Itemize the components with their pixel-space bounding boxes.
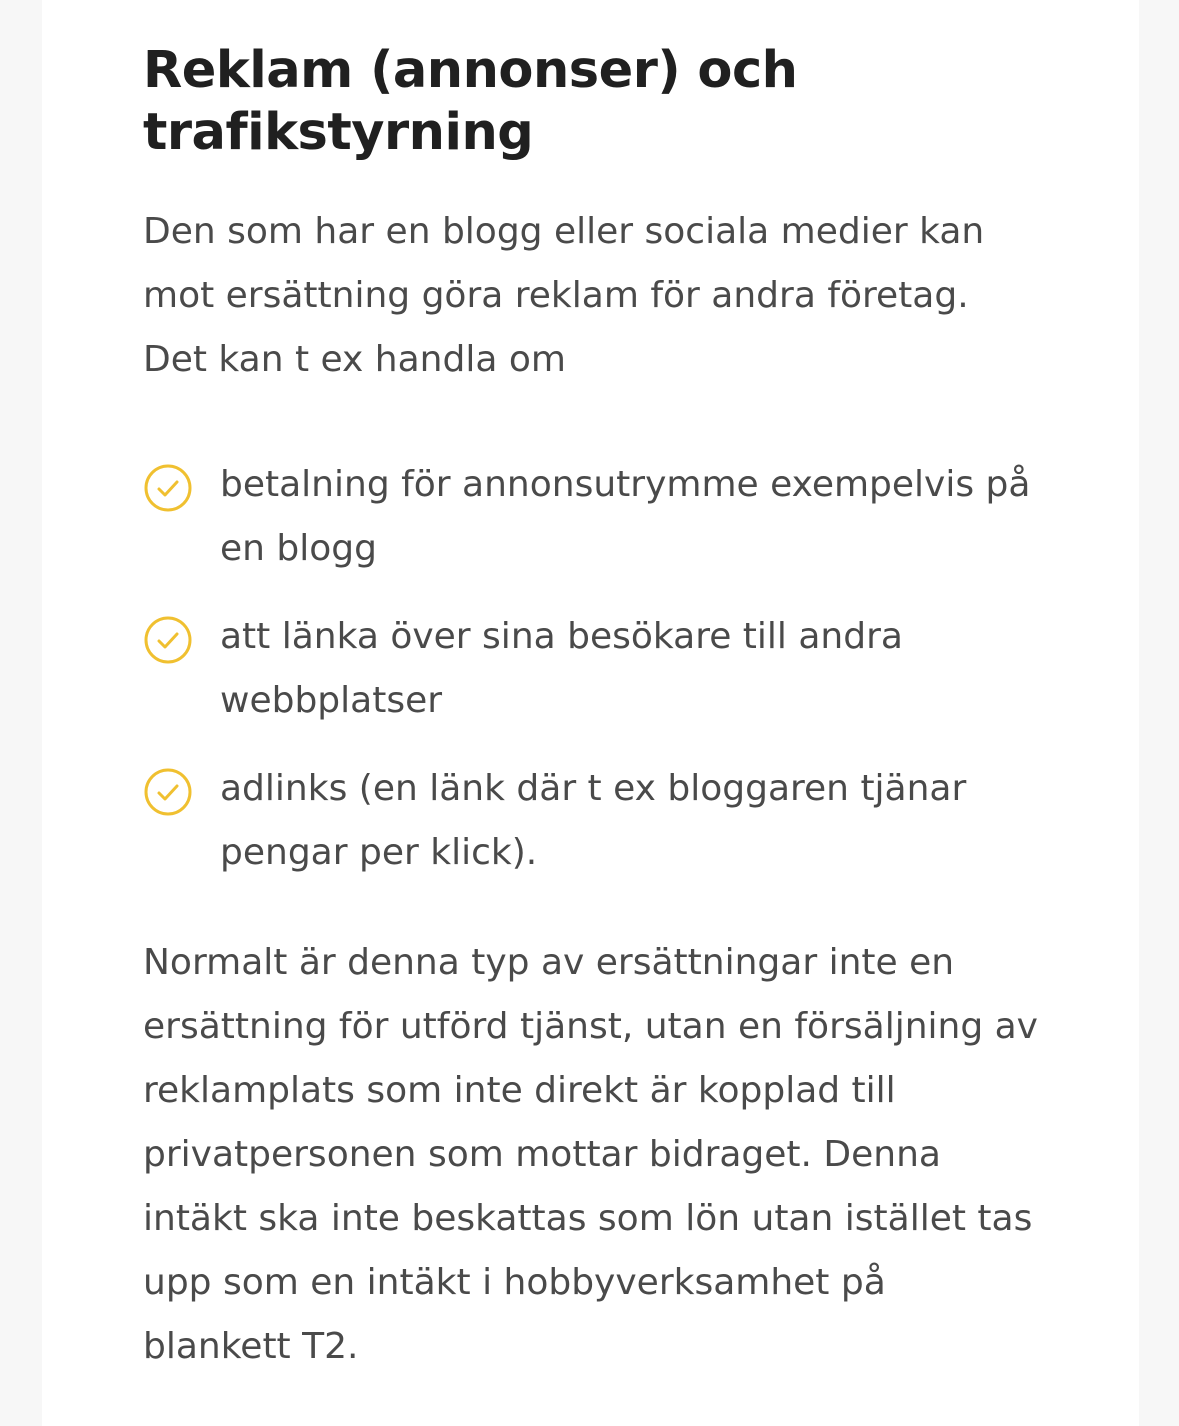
- check-circle-icon: [143, 615, 193, 665]
- page-container: [42, 0, 1139, 1426]
- list-item-text: betalning för annonsutrymme exempelvis på en blogg: [220, 464, 1031, 569]
- article-content: [143, 40, 1043, 1379]
- list-item-text: adlinks (en länk där t ex bloggaren tjänar pengar per klick).: [220, 768, 967, 873]
- list-item: [143, 605, 1043, 733]
- list-item: [143, 757, 1043, 885]
- section-heading: Reklam (annonser) och trafikstyrning: [143, 41, 798, 162]
- list-item: [143, 453, 1043, 581]
- list-item-text: att länka över sina besökare till andra webbplatser: [220, 616, 903, 721]
- check-circle-icon: [143, 463, 193, 513]
- checklist: [143, 453, 1043, 885]
- intro-paragraph: Den som har en blogg eller sociala medier kan mot ersättning göra reklam för andra företag. Det kan t ex handla om: [143, 211, 985, 380]
- outro-paragraph: Normalt är denna typ av ersättningar inte en ersättning för utförd tjänst, utan en försäljning av reklamplats som inte direkt är kopplad till privatpersonen som mottar bidraget. Denna intäkt ska inte beskattas som lön utan istället tas upp som en intäkt i hobbyverksamhet på blankett T2.: [143, 942, 1038, 1367]
- check-circle-icon: [143, 767, 193, 817]
